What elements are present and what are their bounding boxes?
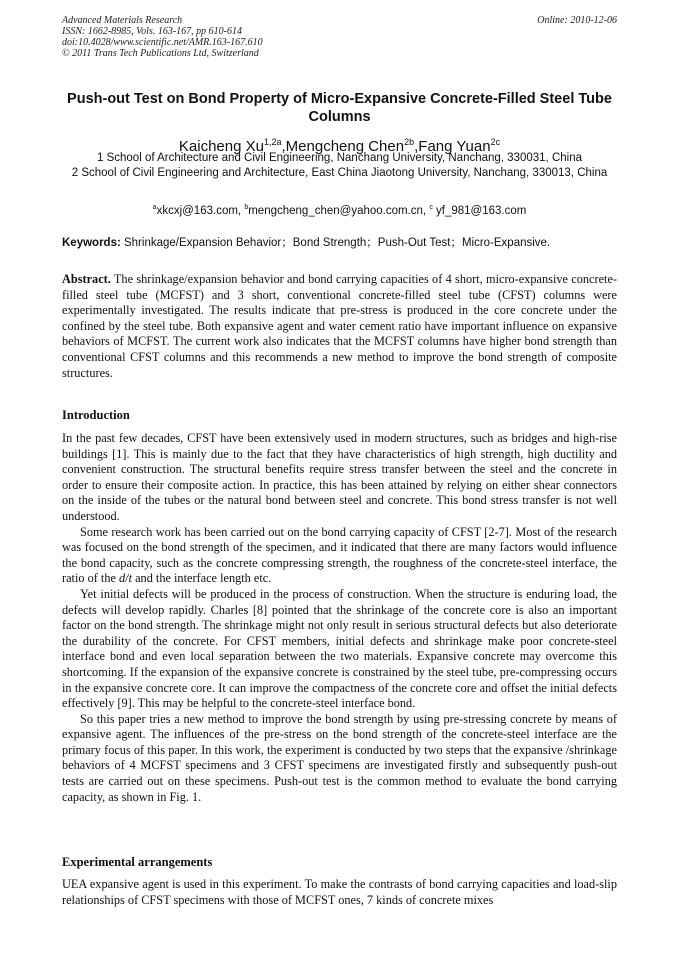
affiliations (62, 151, 617, 180)
journal-name: Advanced Materials Research (62, 15, 183, 26)
keywords-text: Shrinkage/Expansion Behavior；Bond Strength；Push-Out Test；Micro-Expansive. (120, 237, 551, 249)
author-1-affil: 1,2a (263, 137, 282, 147)
email-a-marker: a (152, 204, 157, 211)
author-emails (62, 201, 617, 218)
intro-p2-italic: d/t (119, 571, 133, 586)
abstract-text: The shrinkage/expansion behavior and bond carrying capacities of 4 short, micro-expansive concrete-filled steel tube (MCFST) and 3 short, conventional concrete-filled steel tube (CFST) columns were experimentally investigated. The results indicate that pre-stress is produced in the core concrete under the confined by the steel tube. Both expansive agent and water cement ratio have important influence on expansive behaviors of MCFST. The current work also indicates that the MCFST columns have higher bond strength than conventional CFST columns and this recommends a new method to improve the bond strength of composite structures. (62, 272, 617, 380)
intro-paragraph-1: In the past few decades, CFST have been extensively used in modern structures, such as bridges and high-rise buildings [1]. This is mainly due to the fact that they have characteristics of high strength, high ductility and convenient construction. The structural benefits require stress transfer between the steel and the concrete in order to ensure their composite action. In practice, this has been attained by relying on either shear connectors on the inside of the tubes or the natural bond between steel and concrete. This bond stress transfer is not well understood. (62, 431, 617, 523)
experimental-heading: Experimental arrangements (62, 855, 213, 869)
intro-paragraph-4: So this paper tries a new method to improve the bond strength by using pre-stressing concrete by means of expansive agent. The influences of the pre-stress on the bond strength of the concrete-steel interface are the primary focus of this paper. In this work, the experiment is conducted by two steps that the expansive /shrinkage behaviors of 4 MCFST specimens and 3 CFST specimens are investigated firstly and subsequently push-out tests are carried out on these specimens. Push-out test is the common method to evaluate the bond carrying capacity, as shown in Fig. 1. (62, 711, 617, 804)
keywords (62, 236, 617, 250)
author-2: ,Mengcheng Chen (281, 138, 405, 155)
abstract-label: Abstract. (62, 272, 111, 286)
author-1: Kaicheng Xu (178, 138, 264, 155)
journal-issn: ISSN: 1662-8985, Vols. 163-167, pp 610-614 (62, 26, 242, 37)
keywords-label: Keywords: (62, 237, 121, 249)
intro-p2-text-a: Some research work has been carried out on the bond carrying capacity of CFST [2-7]. Most of the research was focused on the bond strength of the specimen, and it indicated that there are many factors would influence the bond capacity, such as the concrete compressing strength, the roughness of the concrete-steel interface, the ratio of the (62, 524, 617, 586)
journal-doi: doi:10.4028/www.scientific.net/AMR.163-167.610 (62, 37, 263, 48)
affiliation-1: 1 School of Architecture and Civil Engineering, Nanchang University, Nanchang, 330031, China (97, 152, 582, 164)
introduction-body (62, 431, 617, 805)
introduction-heading: Introduction (62, 408, 130, 422)
email-a[interactable]: xkcxj@163.com, (156, 204, 245, 217)
abstract (62, 272, 617, 381)
experimental-body (62, 877, 617, 908)
affiliation-2: 2 School of Civil Engineering and Architecture, East China Jiaotong University, Nanchang, 330013, China (71, 166, 608, 179)
intro-p2-text-b: and the interface length etc. (132, 571, 272, 586)
intro-paragraph-2 (62, 525, 617, 587)
email-b-marker: b (244, 204, 249, 211)
journal-header (62, 15, 617, 59)
online-date: Online: 2010-12-06 (537, 15, 617, 26)
intro-paragraph-3: Yet initial defects will be produced in the process of construction. When the structure is enduring load, the defects will develop rapidly. Charles [8] pointed that the shrinkage of the concrete core is also an important factor on the bond strength. The shrinkage might not only result in serious structural defects but also deteriorate the durability of the concrete. For CFST members, initial defects and shrinkage make poor concrete-steel interface bond and even local separation between the two materials. Expansive concrete may overcome this shortcoming. If the expansion of the expansive concrete is constrained by the steel tube, pre-compressing occurs in the expansive concrete core. It can improve the compactness of the concrete core and offset the initial defects effectively [9]. This may be helpful to the concrete-steel interface bond. (62, 586, 617, 711)
author-2-affil: 2b (404, 137, 415, 147)
author-3-affil: 2c (490, 137, 501, 147)
journal-copyright: © 2011 Trans Tech Publications Ltd, Switzerland (62, 48, 259, 59)
email-c-marker: c (429, 204, 433, 211)
paper-title: Push-out Test on Bond Property of Micro-Expansive Concrete-Filled Steel Tube Columns (67, 91, 612, 125)
exp-paragraph-1: UEA expansive agent is used in this experiment. To make the contrasts of bond carrying capacities and load-slip relationships of CFST specimens with those of MCFST ones, 7 kinds of concrete mixes (62, 877, 617, 907)
email-c[interactable]: yf_981@163.com (432, 204, 527, 217)
author-3: ,Fang Yuan (414, 138, 491, 155)
email-b[interactable]: mengcheng_chen@yahoo.com.cn, (248, 204, 430, 217)
